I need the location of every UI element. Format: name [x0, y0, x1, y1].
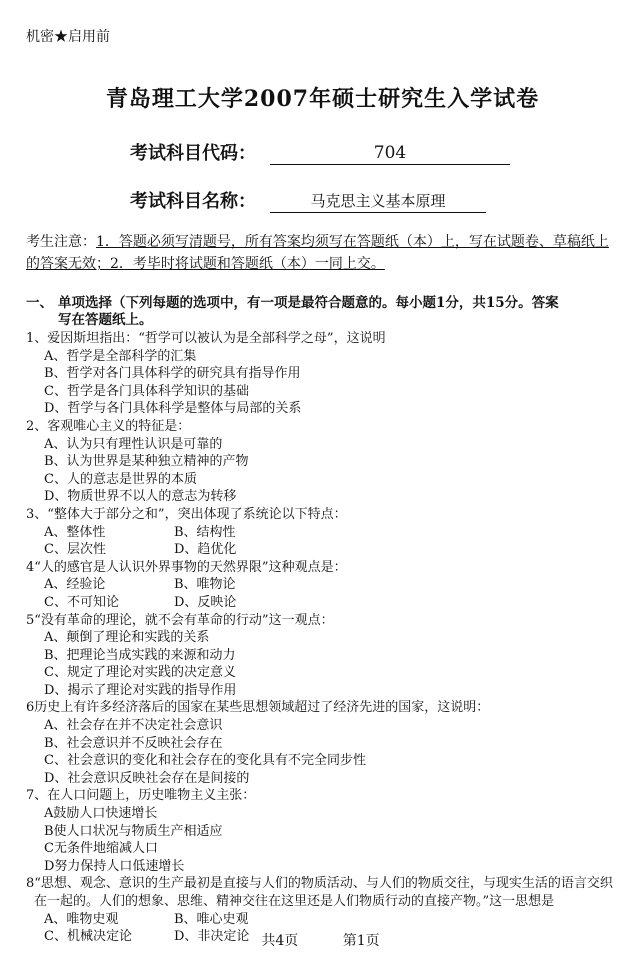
- question-item: [26, 559, 619, 612]
- answer-option: C、层次性: [44, 542, 106, 558]
- answer-option: B、认为世界是某种独立精神的产物: [44, 454, 249, 470]
- answer-option: C、机械决定论: [44, 929, 132, 945]
- answer-option: D、物质世界不以人的意志为转移: [44, 489, 237, 505]
- answer-option: A、颠倒了理论和实践的关系: [44, 630, 210, 646]
- secret-mark: 机密★启用前: [26, 29, 110, 45]
- answer-option: A、唯物史观: [44, 911, 119, 927]
- answer-option: B、唯心史观: [174, 911, 249, 927]
- option-row: [26, 576, 619, 594]
- answer-option: A、哲学是全部科学的汇集: [44, 348, 197, 364]
- answer-option: C、规定了理论对实践的决定意义: [44, 665, 236, 681]
- answer-option: A、社会存在并不决定社会意识: [44, 718, 223, 734]
- section-instruction-line1: 单项选择（下列每题的选项中，有一项是最符合题意的。每小题1分，共15分。答案: [58, 295, 559, 311]
- question-item: [26, 699, 619, 787]
- answer-option: B、唯物论: [174, 577, 236, 593]
- notice-prefix: 考生注意：: [26, 234, 96, 250]
- question-stem: 6历史上有许多经济落后的国家在某些思想领域超过了经济先进的国家，这说明：: [26, 700, 490, 716]
- question-stem: 7、在人口问题上，历史唯物主义主张：: [26, 788, 256, 804]
- question-stem: 2、客观唯心主义的特征是：: [26, 418, 191, 434]
- answer-option: B、结构性: [174, 524, 236, 540]
- answer-option: D、社会意识反映社会存在是间接的: [44, 770, 250, 786]
- answer-option: C、哲学是各门具体科学知识的基础: [44, 383, 249, 399]
- option-row: [26, 541, 619, 559]
- answer-option: A、整体性: [44, 524, 106, 540]
- answer-option: C、社会意识的变化和社会存在的变化具有不完全同步性: [44, 753, 366, 769]
- answer-option: B、社会意识并不反映社会存在: [44, 735, 223, 751]
- answer-option: A、经验论: [44, 577, 106, 593]
- question-item: [26, 330, 619, 418]
- notice-text: 1．答题必须写清题号，所有答案均须写在答题纸（本）上，写在试题卷、草稿纸上的答案无效；2．考毕时将试题和答题纸（本）一同上交。: [26, 234, 609, 272]
- answer-option: A、认为只有理性认识是可靠的: [44, 436, 223, 452]
- answer-option: D、趋优化: [174, 542, 237, 558]
- answer-option: D努力保持人口低速增长: [44, 858, 185, 874]
- answer-option: B使人口状况与物质生产相适应: [44, 823, 223, 839]
- option-row: [26, 524, 619, 542]
- answer-option: A鼓励人口快速增长: [44, 806, 158, 822]
- answer-option: B、哲学对各门具体科学的研究具有指导作用: [44, 366, 301, 382]
- answer-option: D、哲学与各门具体科学是整体与局部的关系: [44, 401, 302, 417]
- question-item: [26, 418, 619, 506]
- exam-notice: [26, 231, 615, 275]
- question-stem: 5“没有革命的理论，就不会有革命的行动”这一观点：: [26, 612, 334, 628]
- exam-title: 青岛理工大学2007年硕士研究生入学试卷: [105, 86, 540, 112]
- question-stem: 8“思想、观念、意识的生产最初是直接与人们的物质活动、与人们的物质交往，与现实生活的语言交织在一起的。人们的想象、思维、精神交往在这里还是人们物质行动的直接产物。”这一思想是: [26, 876, 613, 909]
- option-row: [26, 911, 619, 929]
- answer-option: C无条件地缩减人口: [44, 841, 158, 857]
- answer-option: D、非决定论: [174, 929, 250, 945]
- subject-code-row: [130, 139, 619, 165]
- subject-code-value: 704: [270, 143, 510, 165]
- option-row: [26, 594, 619, 612]
- footer-current-page: 第1页: [342, 933, 380, 949]
- section-number: 一、: [26, 295, 53, 311]
- answer-option: B、把理论当成实践的来源和动力: [44, 647, 236, 663]
- question-item: [26, 612, 619, 700]
- question-stem: 1、爱因斯坦指出：“哲学可以被认为是全部科学之母”，这说明: [26, 331, 386, 346]
- question-item: [26, 787, 619, 875]
- section-heading: [26, 295, 619, 329]
- question-list: [26, 330, 619, 946]
- page-footer: [0, 930, 641, 950]
- question-stem: 3、“整体大于部分之和”，突出体现了系统论以下特点：: [26, 506, 347, 522]
- subject-name-row: [130, 187, 619, 213]
- subject-name-value: 马克思主义基本原理: [270, 190, 486, 213]
- question-item: [26, 506, 619, 559]
- subject-name-label: 考试科目名称：: [130, 191, 256, 212]
- question-stem: 4“人的感官是人认识外界事物的天然界限”这种观点是：: [26, 559, 347, 575]
- answer-option: C、不可知论: [44, 594, 119, 610]
- subject-code-label: 考试科目代码：: [130, 143, 256, 164]
- answer-option: D、揭示了理论对实践的指导作用: [44, 682, 237, 698]
- footer-total-pages: 共4页: [261, 933, 299, 949]
- section-instruction-line2: 写在答题纸上。: [58, 312, 153, 328]
- answer-option: D、反映论: [174, 594, 237, 610]
- answer-option: C、人的意志是世界的本质: [44, 471, 197, 487]
